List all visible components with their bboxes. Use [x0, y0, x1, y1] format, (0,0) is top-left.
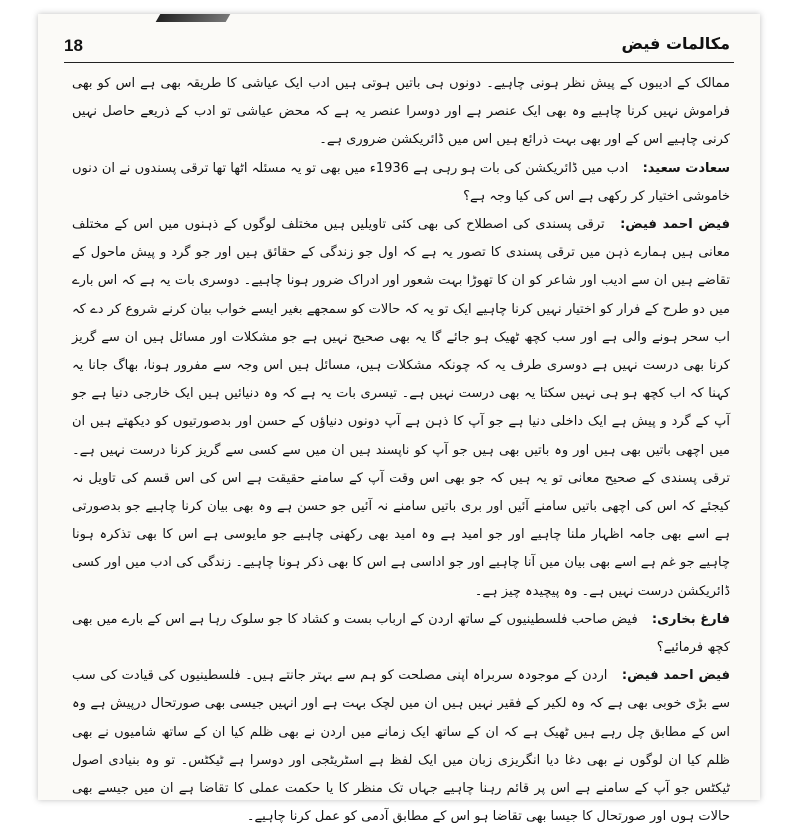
- book-page: [38, 14, 760, 825]
- speaker-label: فیض احمد فیض:: [620, 217, 730, 233]
- speaker-label: سعادت سعید:: [642, 160, 731, 176]
- header-divider: [64, 62, 734, 63]
- paragraph-text: ممالک کے ادیبوں کے پیش نظر ہونی چاہیے۔ دونوں ہی باتیں ہوتی ہیں ادب ایک عیاشی کا طریقہ بھی ہے اس کو بھی فراموش نہیں کرنا چاہیے وہ بھی ایک عنصر ہے اور دوسرا عنصر یہ ہے کہ محض عیاشی تو ادب کے ذریعے حاصل نہیں کرنی چاہیے اس کے اور بھی بہت ذرائع ہیں اس میں ڈائریکشن ضروری ہے۔: [72, 76, 730, 148]
- paragraph-text: ادب میں ڈائریکشن کی بات ہو رہی ہے 1936ء میں بھی تو یہ مسئلہ اٹھا تھا ترقی پسندوں نے ان دنوں خاموشی اختیار کر رکھی ہے اس کی کیا وجہ ہے؟: [72, 160, 730, 204]
- page-edge-shadow: [156, 14, 231, 22]
- page-header: [64, 36, 734, 60]
- paragraph-text: ترقی پسندی کی اصطلاح کی بھی کئی تاویلیں ہیں مختلف لوگوں کے ذہنوں میں اس کے مختلف معانی ہیں ہمارے ذہن میں ترقی پسندی کا تصور یہ ہے کہ اول جو زندگی کے حقائق ہیں اور جو گرد و پیش ماحول کے تقاضے ہیں ان سے ادیب اور شاعر کو ان کا تھوڑا بہت شعور اور ادراک ضرور ہونا چاہیے۔ دوسری بات یہ ہے کہ اس بارے میں دو طرح کے فرار کو اختیار نہیں کرنا چاہیے ایک تو یہ کہ حالات کو سمجھے بغیر ایسے خواب بیان کرنے شروع کر دے کہ اب سحر ہونے والی ہے اور سب کچھ ٹھیک ہو جائے گا یہ بھی صحیح نہیں ہے جو مشکلات اور مسائل ہیں ان سے گریز کرنا بھی درست نہیں ہے دوسری طرف یہ کہ چونکہ مشکلات ہیں، مسائل ہیں اس وجہ سے مفرور ہونا، بھاگ جانا یہ کہنا کہ اب کچھ ہو ہی نہیں سکتا یہ بھی درست نہیں ہے۔ تیسری بات یہ ہے کہ وہ دنیائیں ہیں ایک خارجی دنیا ہے جو آپ کے گرد و پیش ہے ایک داخلی دنیا ہے جو آپ کا ذہن ہے آپ دونوں دنیاؤں کے حسن اور بدصورتیوں کو دیکھتے ہیں ان میں اچھی باتیں بھی ہیں اور وہ باتیں بھی ہیں جو آپ کو ناپسند ہیں ان میں سے کسی سے گریز کرنا درست نہیں ہے۔ ترقی پسندی کے صحیح معانی تو یہ ہیں کہ جو بھی اس وقت آپ کے سامنے حقیقت ہے اس کی اس قسم کی تاویل نہ کیجئے کہ اس کی اچھی باتیں سامنے آئیں اور بری باتیں سامنے نہ آئیں جو حسن ہے وہ بھی بیان کرنا چاہیے جو بدصورتی ہے اسے بھی جامہ اظہار ملنا چاہیے اور جو امید ہے وہ امید بھی رکھنی چاہیے جو مایوسی ہے اس کا بھی تذکرہ ہونا چاہیے جو غم ہے اسے بھی بیان میں آنا چاہیے اور جو اداسی ہے اس کا بھی ذکر ہونا چاہیے۔ زندگی کی ادب میں اور کسی ڈائریکشن درست نہیں ہے۔ وہ پیچیدہ چیز ہے۔: [72, 217, 730, 599]
- paragraph: [72, 211, 730, 606]
- paragraph: [72, 662, 730, 831]
- page-body: [72, 70, 731, 825]
- paragraph: [72, 155, 730, 211]
- paragraph-text: فیض صاحب فلسطینیوں کے ساتھ اردن کے ارباب بست و کشاد کا جو سلوک رہا ہے اس کے بارے میں بھی کچھ فرمائیے؟: [72, 611, 730, 656]
- paragraph: [72, 606, 730, 662]
- paragraph-text: اردن کے موجودہ سربراہ اپنی مصلحت کو ہم سے بہتر جانتے ہیں۔ فلسطینیوں کی قیادت کی سب سے بڑی خوبی بھی ہے کہ وہ لکیر کے فقیر نہیں ہیں ان میں لچک بہت ہے اور انہیں جیسی بھی صورتحال درپیش ہے وہ اس کے مطابق چل رہے ہیں ٹھیک ہے کہ ان کے ساتھ ایک زمانے میں اردن نے بھی ظلم کیا ان کے ساتھ شامیوں نے بھی ظلم کیا ان لوگوں نے بھی دغا دیا انگریزی زبان میں ایک لفظ ہے اسٹریٹجی اور دوسرا ہے ٹیکٹس۔ تو وہ بنیادی اصول ٹیکٹس جو آپ کے سامنے ہے اس پر قائم رہنا چاہیے جہاں تک منظر کا یا حکمت عملی کا تقاضا ہے ان میں جیسے بھی حالات ہوں اور صورتحال کا جیسا بھی تقاضا ہو اس کے مطابق آدمی کو عمل کرنا چاہیے۔: [72, 668, 730, 825]
- speaker-label: فارغ بخاری:: [651, 611, 731, 627]
- speaker-label: فیض احمد فیض:: [621, 668, 731, 684]
- running-title: مکالمات فیض: [621, 34, 730, 53]
- paragraph: [72, 70, 730, 155]
- page-number: 18: [64, 36, 83, 55]
